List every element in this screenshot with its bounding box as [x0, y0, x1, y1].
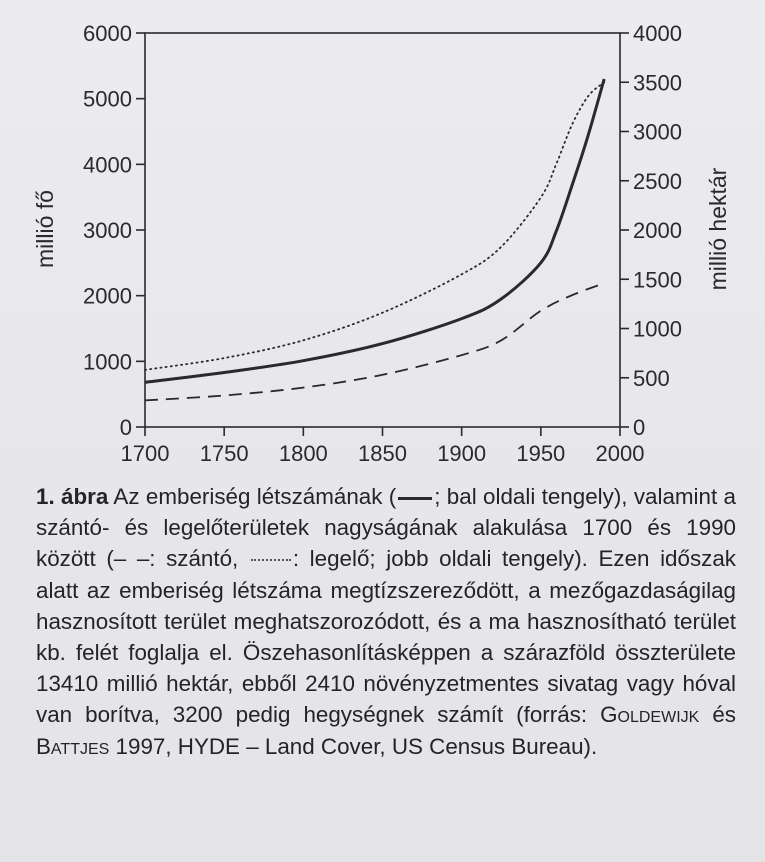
author-battjes: Battjes [36, 733, 110, 759]
caption-text-4: : legelő; jobb oldali tengely). Ezen időszak alatt az emberiség létszáma megtízszereződött, a mezőgazdaságilag hasznosított terület meghatszorozódott, és a ma hasznosítható terület kb. felét foglalja el. Öszehasonlításképpen a szárazföld összterülete 13410 millió hektár, ebből 2410 növényzetmentes sivatag vagy hóval van borítva, 3200 pedig hegységnek számít (forrás: [36, 546, 736, 728]
right-tick-label: 1000 [633, 316, 682, 342]
author-goldewijk: Goldewijk [600, 702, 700, 728]
left-tick-label: 3000 [83, 218, 132, 243]
right-tick-label: 2000 [633, 218, 682, 243]
right-tick-label: 2500 [633, 168, 682, 194]
x-tick-label: 1800 [278, 441, 328, 466]
right-tick-label: 1500 [633, 267, 682, 293]
left-tick-label: 5000 [83, 86, 132, 112]
left-axis-title: millió fő [32, 190, 58, 268]
left-tick-label: 6000 [83, 21, 132, 46]
figure-caption [36, 481, 736, 762]
pasture-dotted-line [145, 82, 604, 370]
legend-solid-line-icon [398, 497, 432, 500]
chart-series [145, 79, 604, 400]
right-tick-label: 3500 [633, 70, 682, 96]
x-tick-label: 2000 [595, 441, 645, 466]
plot-frame [145, 33, 620, 427]
left-tick-label: 1000 [83, 349, 132, 375]
caption-text-1: Az emberiség létszámának ( [113, 484, 397, 509]
left-tick-label: 2000 [83, 283, 132, 309]
right-tick-label: 500 [633, 365, 670, 391]
caption-text-6: 1997, HYDE – Land Cover, US Census Bureau). [109, 733, 598, 759]
x-tick-label: 1700 [120, 441, 170, 466]
population-line [145, 79, 604, 382]
figure-label: 1. ábra [36, 484, 109, 509]
legend-dashed-line-icon: – – [113, 546, 150, 572]
x-tick-label: 1900 [437, 441, 487, 466]
caption-text-2: ; bal oldali tengely), valamint a szántó- és legelőterületek nagyságának alakulása 1700 és 1990 között ( [36, 484, 736, 572]
right-tick-label: 4000 [633, 21, 682, 46]
right-tick-label: 0 [633, 415, 646, 440]
x-tick-label: 1850 [358, 441, 407, 466]
right-axis-title: millió hektár [705, 167, 731, 291]
caption-text-5: és [699, 702, 736, 728]
x-tick-label: 1750 [199, 441, 249, 466]
legend-dotted-line-icon [251, 559, 291, 561]
x-tick-label: 1950 [516, 441, 566, 466]
left-tick-label: 4000 [83, 152, 132, 178]
right-tick-label: 3000 [633, 119, 682, 145]
caption-text-3: : szántó, [149, 546, 249, 572]
left-tick-label: 0 [119, 415, 132, 440]
cropland-dashed-line [145, 283, 604, 400]
